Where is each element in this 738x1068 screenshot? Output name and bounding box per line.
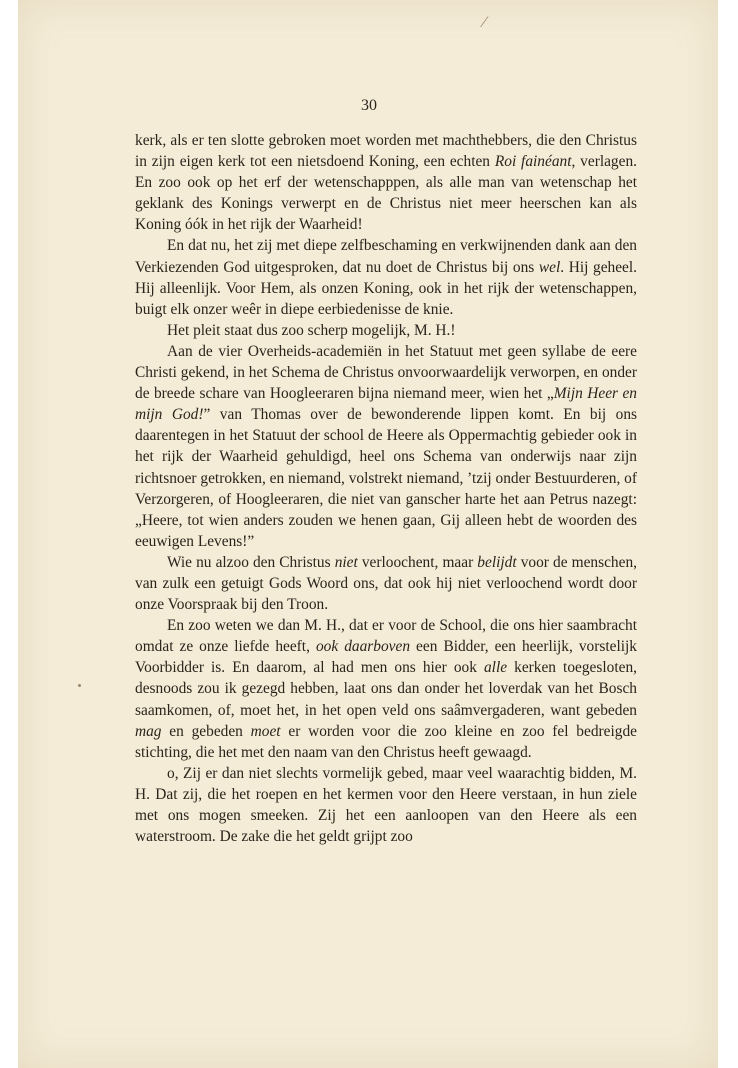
page-number: 30 xyxy=(361,97,377,114)
italic-text: moet xyxy=(250,722,281,740)
italic-text: mag xyxy=(135,722,162,740)
text-run: kerken toegesloten, desnoods zou ik gezegd hebben, laat ons dan onder het loverdak van het Bosch saamkomen, of, moet het, in het open veld ons saâmvergaderen, want gebeden xyxy=(135,659,637,719)
paragraph xyxy=(135,130,637,235)
text-run: een Bidder, een heerlijk, vorstelijk Voorbidder is. En daarom, al had men ons hier ook xyxy=(135,638,637,677)
text-run: En dat nu, het zij met diepe zelfbeschaming en verkwijnenden dank aan den Verkiezenden God uitgesproken, dat nu doet de Christus bij ons xyxy=(135,237,637,276)
paragraph xyxy=(135,341,637,552)
text-run: verloochent, maar xyxy=(357,553,478,571)
paragraph xyxy=(135,235,637,319)
text-run: o, Zij er dan niet slechts vormelijk gebed, maar veel waarachtig bidden, M. H. Dat zij, die het roepen en het kermen voor den Heere verstaan, in hun ziele met ons mogen smeeken. Zij het een aanloopen van den Heere als een waterstroom. De zake die het geldt grijpt zoo xyxy=(135,764,637,846)
italic-text: belijdt xyxy=(477,553,517,571)
text-run: voor de menschen, van zulk een getuigt Gods Woord ons, dat ook hij niet verloochend wordt door onze Voorspraak bij den Troon. xyxy=(135,553,638,614)
text-run: er worden voor die zoo kleine en zoo fel bedreigde stichting, die het met den naam van den Christus heeft gewaagd. xyxy=(135,722,637,761)
italic-text: alle xyxy=(483,659,508,677)
italic-text: wel xyxy=(538,258,561,276)
italic-text: niet xyxy=(334,553,358,571)
italic-text: ook daarboven xyxy=(315,638,411,656)
text-run: Het pleit staat dus zoo scherp mogelijk, M. H.! xyxy=(167,321,456,339)
text-run: En zoo weten we dan M. H., dat er voor de School, die ons hier saambracht omdat ze onze liefde heeft, xyxy=(135,617,637,656)
text-run: , verlagen. En zoo ook op het erf der wetenschapppen, als alle man van wetenschap het geklank des Konings verwerpt en de Christus niet meer heerschen kan als Koning óók in het rijk der Waarheid! xyxy=(135,153,638,234)
text-run: . Hij geheel. Hij alleenlijk. Voor Hem, als onzen Koning, ook in het rijk der wetenschappen, buigt elk onzer weêr in diepe eerbiedenisse de knie. xyxy=(135,258,638,318)
body-text xyxy=(135,130,637,847)
text-run: Wie nu alzoo den Christus xyxy=(167,553,335,571)
text-run: ” van Thomas over de bewonderende lippen komt. En bij ons daarentegen in het Statuut der school de Heere als Oppermachtig gebieder ook in het rijk der Waarheid gehuldigd, heel ons Schema van onderwijs naar zijn richtsnoer getrokken, en niemand, volstrekt niemand, ’tzij onder Bestuurderen, of Verzorgeren, of Hoogleeraren, die niet van ganscher harte het aan Petrus nazegt: „Heere, tot wien anders zouden we henen gaan, Gij alleen hebt de woorden des eeuwigen Levens!” xyxy=(135,406,637,550)
italic-text: Roi fainéant xyxy=(494,153,572,171)
text-run: kerk, als er ten slotte gebroken moet worden met machthebbers, die den Christus in zijn eigen kerk tot een nietsdoend Koning, een echten xyxy=(135,132,637,171)
page-top-mark: ⁄ xyxy=(483,14,486,31)
paragraph xyxy=(135,320,637,341)
paragraph xyxy=(135,552,637,615)
paragraph xyxy=(135,615,637,763)
text-run: en gebeden xyxy=(161,722,251,740)
text-run: Aan de vier Overheids-academiën in het Statuut met geen syllabe de eere Christi gekend, in het Schema de Christus onvoorwaardelijk verworpen, en onder de breede schare van Hoogleeraren bijna niemand meer, wien het „ xyxy=(135,342,637,403)
margin-speck xyxy=(78,684,81,687)
paragraph xyxy=(135,763,637,847)
italic-text: Mijn Heer en mijn God! xyxy=(135,385,637,424)
